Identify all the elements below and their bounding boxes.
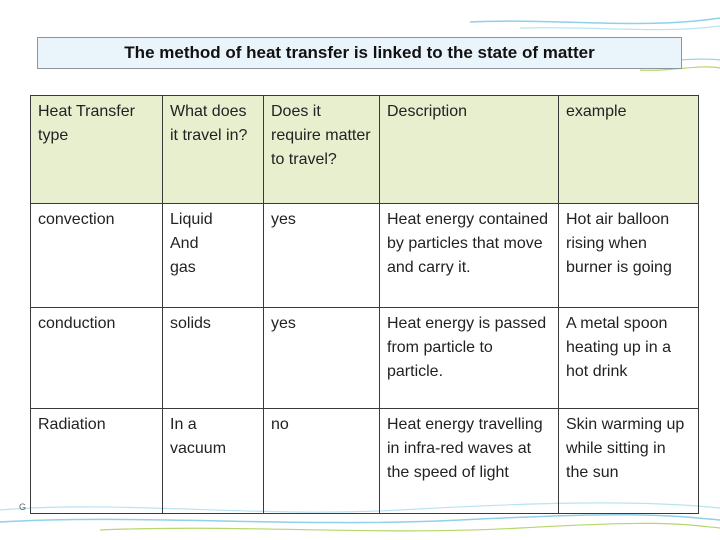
page-title: The method of heat transfer is linked to the state of matter: [124, 43, 595, 62]
table-row: [31, 308, 699, 409]
cell-medium: solids: [163, 308, 264, 409]
heat-transfer-table: [30, 95, 699, 514]
corner-mark: G: [19, 502, 27, 512]
header-medium: What does it travel in?: [163, 96, 264, 204]
cell-medium: In a vacuum: [163, 409, 264, 514]
table-row: [31, 204, 699, 308]
cell-medium: Liquid And gas: [163, 204, 264, 308]
cell-requires-matter: no: [264, 409, 380, 514]
header-requires-matter: Does it require matter to travel?: [264, 96, 380, 204]
cell-requires-matter: yes: [264, 308, 380, 409]
header-description: Description: [380, 96, 559, 204]
header-example: example: [559, 96, 699, 204]
cell-example: Hot air balloon rising when burner is going: [559, 204, 699, 308]
header-row: [31, 96, 699, 204]
table-row: [31, 409, 699, 514]
cell-description: Heat energy contained by particles that move and carry it.: [380, 204, 559, 308]
cell-description: Heat energy travelling in infra-red waves at the speed of light: [380, 409, 559, 514]
header-type: Heat Transfer type: [31, 96, 163, 204]
title-banner: [37, 37, 682, 69]
cell-description: Heat energy is passed from particle to particle.: [380, 308, 559, 409]
cell-requires-matter: yes: [264, 204, 380, 308]
cell-type: Radiation: [31, 409, 163, 514]
cell-example: Skin warming up while sitting in the sun: [559, 409, 699, 514]
cell-type: conduction: [31, 308, 163, 409]
cell-example: A metal spoon heating up in a hot drink: [559, 308, 699, 409]
cell-type: convection: [31, 204, 163, 308]
